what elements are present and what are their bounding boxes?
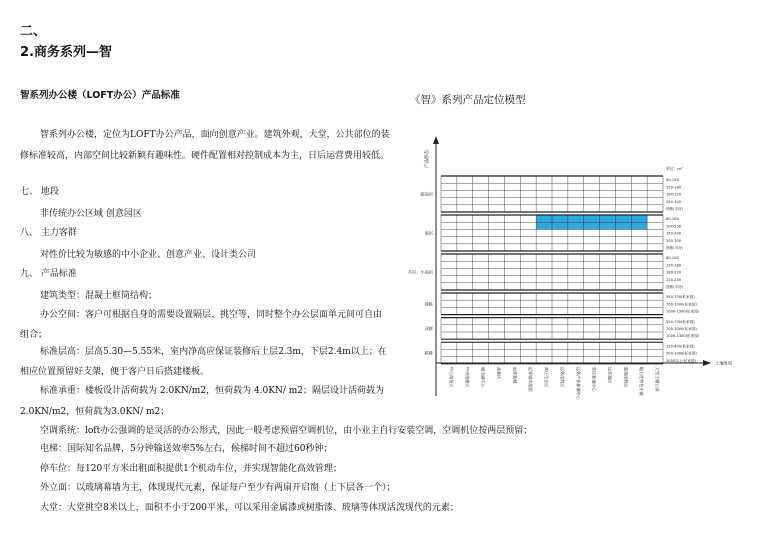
group-label: 独栋 xyxy=(424,301,433,307)
std-line-9: 电梯：国际知名品牌，5分钟输送效率5%左右，候梯时间不超过60秒钟； xyxy=(40,444,333,454)
row-range-label: 1000-1300(私家园) xyxy=(666,334,700,339)
item-8-body: 对性价比较为敏感的中小企业、创意产业、设计类公司 xyxy=(40,250,257,260)
std-line-8: 空调系统：loft办公强调的是灵活的办公形式，因此一般考虑预留空调机位，由小业主自行安装空调，空调机位按两层预留； xyxy=(40,426,533,436)
column-label: 远郊度假区 xyxy=(559,367,565,388)
std-line-5: 相应位置预留好支架，便于客户日后搭建楼板。 xyxy=(20,367,210,377)
unit-label: 单位：m² xyxy=(666,166,683,171)
group-label: 超高层 xyxy=(420,191,433,197)
row-range-label: 180-220 xyxy=(666,270,682,275)
x-axis-arrow xyxy=(703,360,711,366)
column-label: 地方性特色小镇 xyxy=(639,367,645,396)
std-line-3: 组合； xyxy=(20,330,48,340)
row-range-label: 独栋(平房) xyxy=(666,285,684,289)
intro-line-2: 修标准较高，内部空间比较新颖有趣味性。硬件配置相对控制成本为主，日后运营费用较低。 xyxy=(20,151,390,161)
row-range-label: 100-150 xyxy=(666,224,682,229)
row-range-label: 90-150 xyxy=(666,178,679,183)
item-8-title: 八、 主力客群 xyxy=(20,228,77,238)
row-range-label: 200-300 xyxy=(666,238,682,243)
column-label: 旅游度假区 xyxy=(623,367,629,388)
column-label: 远郊产业新城中心 xyxy=(575,367,581,400)
row-range-label: 150-400(私家园) xyxy=(666,344,695,349)
column-label: 大型主题公园 xyxy=(655,367,661,392)
std-line-4: 标准层高：层高5.30—5.55米，室内净高应保证装修后上层2.3m，下层2.4m以上；在 xyxy=(40,347,387,357)
column-label: 郊区生态区 xyxy=(544,367,550,388)
row-range-label: 180-220 xyxy=(666,192,682,197)
row-range-label: 550-700(私家园) xyxy=(666,319,695,324)
std-line-2: 办公空间：客户可根据自身的需要设置隔层、挑空等，同时整个办公层面单元间可自由 xyxy=(40,310,383,320)
column-label: 郊区新镇中心 xyxy=(591,367,597,392)
group-label: 联排 xyxy=(424,350,433,356)
row-range-label: 独栋(平房) xyxy=(666,207,684,211)
std-line-12: 大堂：大堂挑空8米以上，面积不小于200平米，可以采用金属漆或树脂漆、玻璃等体现活泼现代的元素； xyxy=(40,503,459,513)
intro-line-1: 智系列办公楼，定位为LOFT办公产品，面向创意产业。建筑外观，大堂，公共部位的装 xyxy=(40,130,390,140)
group-label: 多层、小高层 xyxy=(408,269,433,275)
column-label: 近郊新城 xyxy=(512,367,518,384)
y-axis-label: 产品形态 xyxy=(425,150,430,168)
row-range-label: 220-250 xyxy=(666,277,682,282)
subheading: 智系列办公楼（LOFT办公）产品标准 xyxy=(20,90,180,101)
row-range-label: 80-100 xyxy=(666,256,679,261)
item-9-title: 九、 产品标准 xyxy=(20,269,77,279)
section-number: 二、 xyxy=(20,24,47,39)
row-range-label: 2000以上(私家园) xyxy=(666,358,696,363)
row-range-label: 80-100 xyxy=(666,217,679,222)
column-label: 高新区 xyxy=(496,367,502,380)
section-heading: 2.商务系列—智 xyxy=(20,45,112,60)
row-range-label: 550-700(私家园) xyxy=(666,295,695,300)
chart-title: 《智》系列产品定位模型 xyxy=(410,94,526,106)
std-line-6: 标准承重：楼板设计活荷载为 2.0KN/m2，恒荷载为 4.0KN/ m2；隔层设计活荷载为 xyxy=(40,386,384,396)
std-line-10: 停车位：每120平方米出租面积提供1个机动车位，并实现智能化高效管理； xyxy=(40,464,342,474)
row-range-label: 150-180 xyxy=(666,263,682,268)
row-range-label: 250-300 xyxy=(666,199,682,204)
row-range-label: 独栋(平房) xyxy=(666,246,684,250)
std-line-1: 建筑类型：混凝土框筒结构； xyxy=(40,291,158,301)
group-label: 高层 xyxy=(424,230,433,236)
row-range-label: 700-1000(私家园) xyxy=(666,327,697,331)
column-label: 中央游憩区 xyxy=(464,367,470,388)
y-axis-arrow xyxy=(433,136,439,144)
std-line-11: 外立面：以玻璃幕墙为主，体现现代元素，保证每户至少有两扇开启窗（上下层各一个）； xyxy=(40,483,396,493)
item-7-title: 七、 地段 xyxy=(20,187,59,197)
column-label: 中心商务区 xyxy=(448,367,454,388)
item-7-body: 非传统办公区域 创意园区 xyxy=(40,209,142,219)
column-label: 城市副中心 xyxy=(480,367,486,388)
row-range-label: 150-200 xyxy=(666,231,682,236)
positioning-model-chart xyxy=(408,130,760,410)
column-label: 近郊城市组团 xyxy=(528,367,534,392)
group-label: 双拼 xyxy=(424,325,433,331)
row-range-label: 150-180 xyxy=(666,185,682,190)
row-range-label: 1000-1300(私家园) xyxy=(666,309,700,314)
column-label: 远郊镇区 xyxy=(607,367,613,384)
row-range-label: 700-1000(私家园) xyxy=(666,302,697,307)
std-line-7: 2.0KN/m2，恒荷载为3.0KN/ m2； xyxy=(20,407,170,417)
row-range-label: 700-1000(私家园) xyxy=(666,351,697,356)
x-axis-label: 土地级别 xyxy=(715,360,732,366)
